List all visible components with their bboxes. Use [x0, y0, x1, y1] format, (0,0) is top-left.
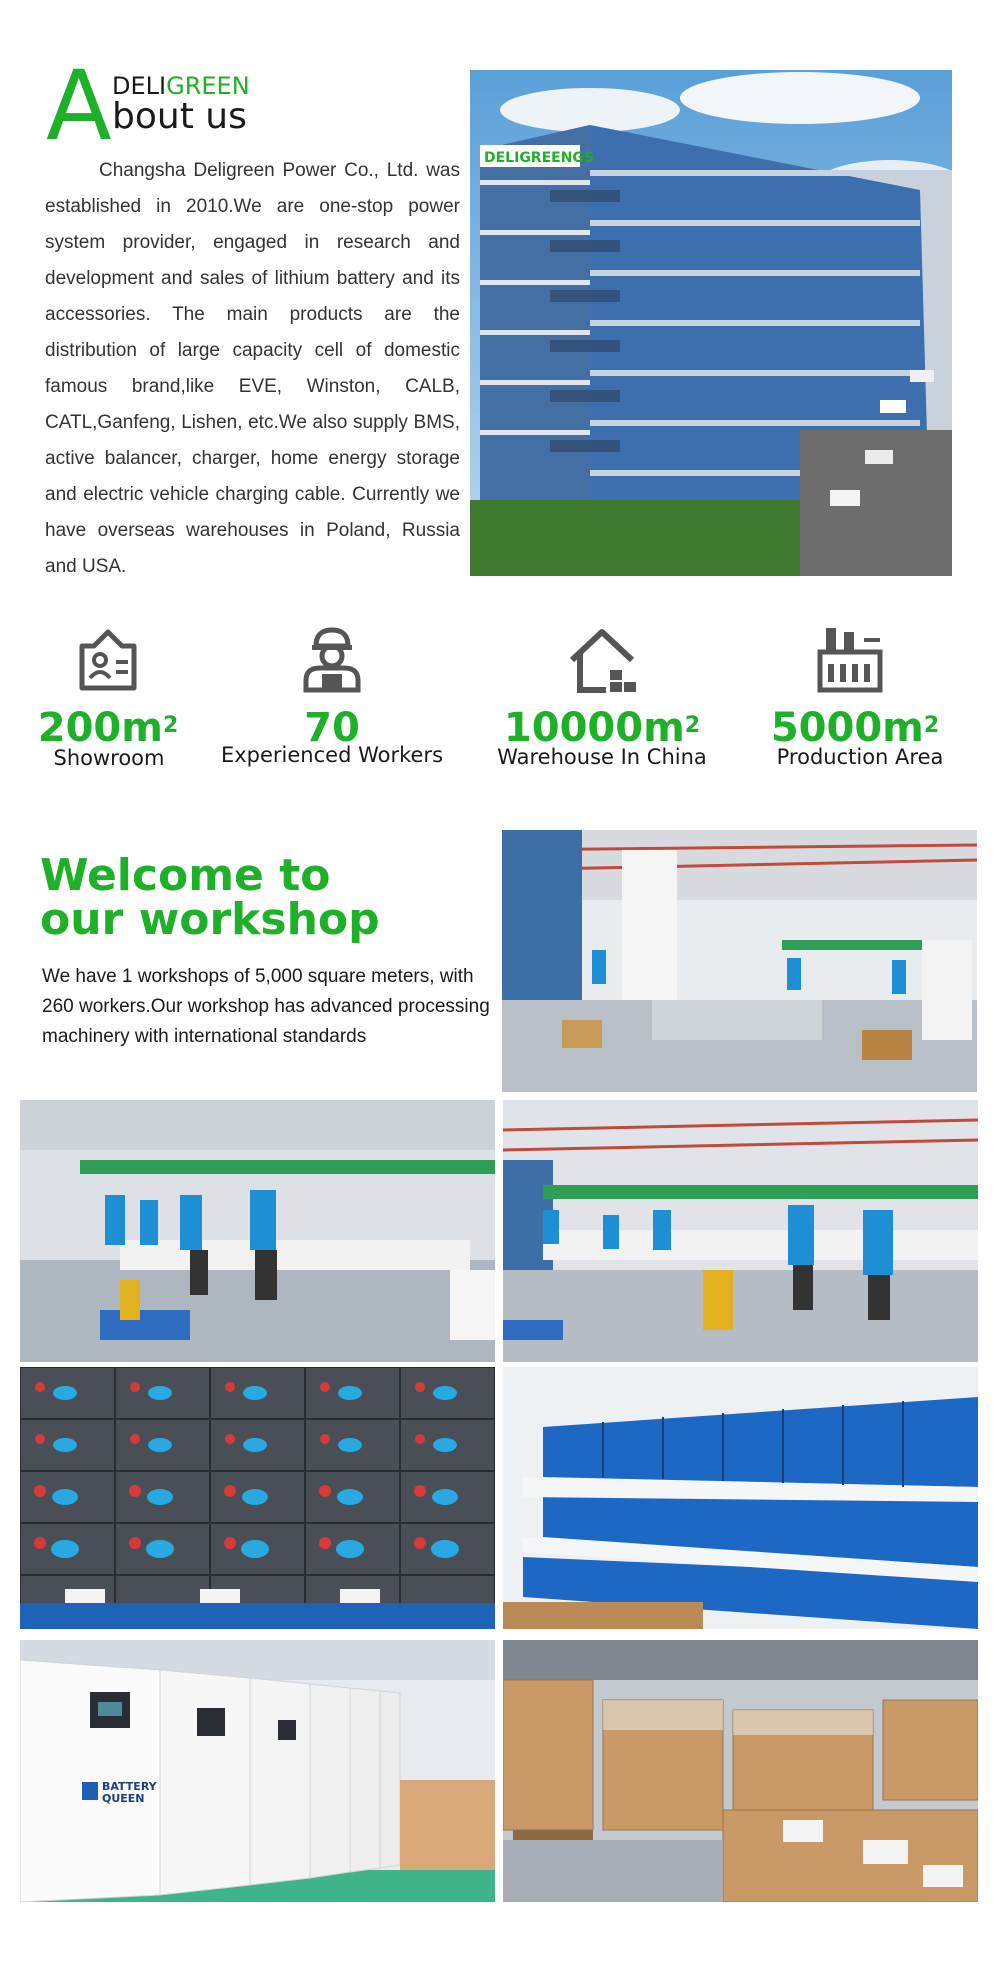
workshop-title-line2: our workshop — [40, 894, 380, 945]
stat-value-showroom: $200m^2$ — [37, 705, 179, 751]
about-us-heading: bout us — [112, 96, 247, 137]
worker-icon — [296, 622, 368, 694]
stat-label-workers: Experienced Workers — [220, 743, 444, 767]
building-sign: DELIGREENGS — [484, 150, 595, 166]
stat-value-warehouse: $10000m^2$ — [503, 705, 701, 751]
about-paragraph: Changsha Deligreen Power Co., Ltd. was established in 2010.We are one-stop power system provider, engaged in research and development and sales of lithium battery and its accessories. The main products are the distribution of large capacity cell of domestic famous brand,like EVE, Winston, CALB, CATL,Ganfeng, Lishen, etc.We also supply BMS, active balancer, charger, home energy storage and electric vehicle charging cable. Currently we have overseas warehouses in Poland, Russia and USA. — [45, 160, 460, 577]
workshop-title — [40, 850, 380, 945]
home-energy-storage-units-photo — [20, 1640, 495, 1902]
company-building-photo — [470, 70, 952, 576]
battery-queen-label-line2: QUEEN — [102, 1792, 145, 1805]
stat-label-production: Production Area — [776, 745, 944, 769]
battery-queen-label-line1: BATTERY — [102, 1780, 157, 1793]
brand-deli: DELI — [112, 72, 167, 100]
workshop-photo-line-left — [20, 1100, 495, 1362]
warehouse-house-icon — [566, 624, 638, 696]
showroom-badge-icon — [72, 624, 144, 696]
warehouse-pallets-photo — [503, 1640, 978, 1902]
stat-value-workers: 70 — [304, 705, 360, 751]
stat-value-production: $5000m^2$ — [770, 705, 940, 751]
stat-label-showroom: Showroom — [53, 746, 165, 770]
logo-letter-a: A — [46, 50, 112, 162]
battery-cells-racks-photo — [503, 1367, 978, 1629]
stat-label-warehouse: Warehouse In China — [497, 745, 707, 769]
workshop-description: We have 1 workshops of 5,000 square meters, with 260 workers.Our workshop has advanced processing machinery with international standards — [42, 966, 490, 1047]
brand-green: GREEN — [166, 72, 250, 100]
factory-icon — [814, 624, 886, 696]
workshop-photo-overview — [502, 830, 977, 1092]
workshop-title-line1: Welcome to — [40, 850, 331, 901]
battery-cells-top-view-photo — [20, 1367, 495, 1629]
workshop-photo-line-right — [503, 1100, 978, 1362]
